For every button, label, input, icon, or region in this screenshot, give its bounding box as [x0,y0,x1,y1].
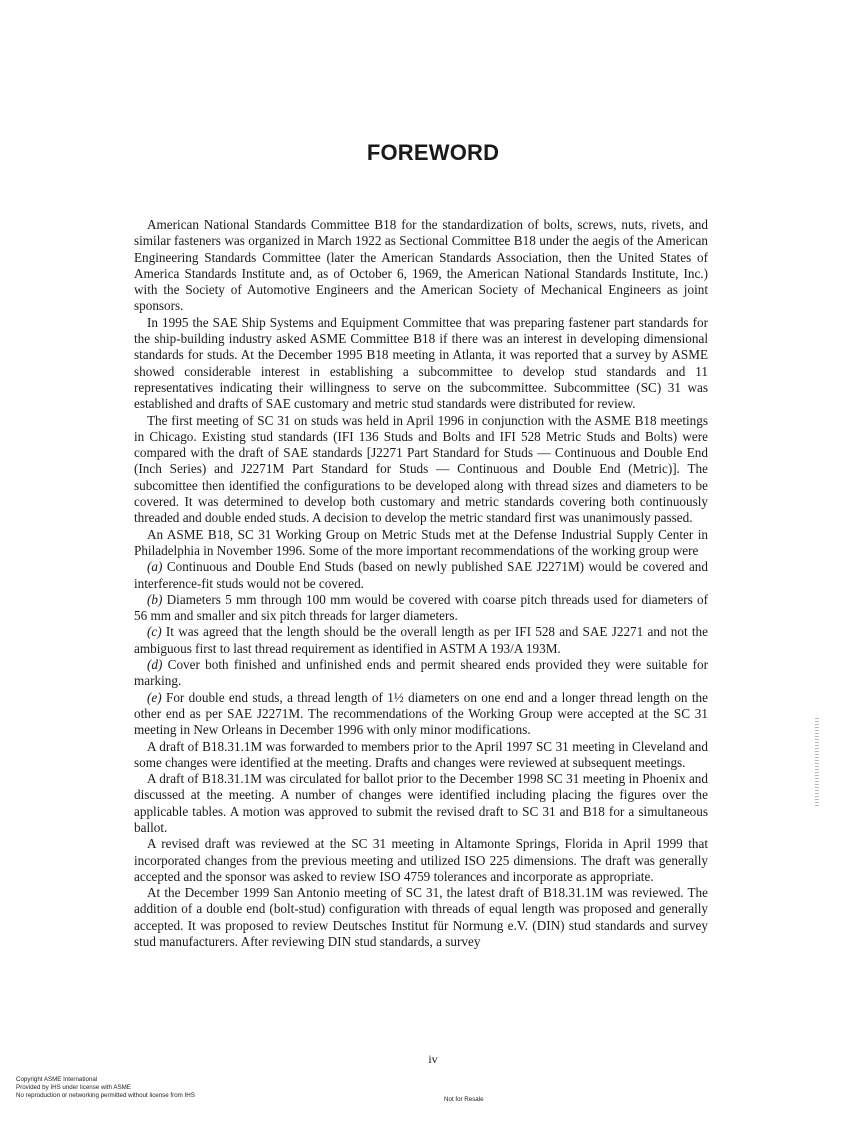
paragraph: A revised draft was reviewed at the SC 31 meeting in Altamonte Springs, Florida in April 1999 that incorporated changes from the previous meeting and utilized ISO 225 dimensions. The draft was generally accepted and the sponsor was asked to review ISO 4759 tolerances and incorporate as appropriate. [134,836,708,884]
paragraph: A draft of B18.31.1M was forwarded to members prior to the April 1997 SC 31 meeting in Cleveland and some changes were identified at the meeting. Drafts and changes were reviewed at subsequent meetings. [134,738,708,770]
margin-mark [815,718,819,808]
paragraph: A draft of B18.31.1M was circulated for ballot prior to the December 1998 SC 31 meeting in Phoenix and discussed at the meeting. A number of changes were identified including placing the figures over the applicable tables. A motion was approved to submit the revised draft to SC 31 and B18 for a simultaneous ballot. [134,771,708,835]
list-marker: (e) [147,689,162,705]
fraction: ½ [393,689,404,705]
paragraph: At the December 1999 San Antonio meeting of SC 31, the latest draft of B18.31.1M was reviewed. The addition of a double end (bolt-stud) configuration with threads of equal length was proposed and generally accepted. It was proposed to review Deutsches Institut für Normung e.V. (DIN) stud standards and survey stud manufacturers. After reviewing DIN stud standards, a survey [134,885,708,950]
list-item-text: Diameters 5 mm through 100 mm would be covered with coarse pitch threads used for diameters of 56 mm and smaller and six pitch threads for larger diameters. [134,591,708,624]
list-item [134,690,708,739]
paragraph: American National Standards Committee B18 for the standardization of bolts, screws, nuts, rivets, and similar fasteners was organized in March 1922 as Sectional Committee B18 under the aegis of the American Engineering Standards Committee (later the American Standards Association, then the United States of America Standards Institute and, as of October 6, 1969, the American National Standards Institute, Inc.) with the Society of Automotive Engineers and the American Society of Mechanical Engineers as joint sponsors. [134,217,708,314]
not-for-resale-notice: Not for Resale [444,1096,484,1103]
page-number: iv [428,1052,438,1066]
license-line: Provided by IHS under license with ASME [16,1083,131,1091]
copyright-footer [16,1076,195,1099]
list-marker: (a) [147,559,163,575]
foreword-body [134,217,708,950]
list-item-text: diameters on one end and a longer thread length on the other end as per SAE J2271M. The recommendations of the Working Group were accepted at the SC 31 meeting in New Orleans in December 1996 with only minor modifications. [134,689,708,738]
list-item [134,559,708,592]
list-item-text: It was agreed that the length should be the overall length as per IFI 528 and SAE J2271 and not the ambiguous first to last thread requirement as identified in ASTM A 193/A 193M. [134,624,708,656]
list-item [134,657,708,690]
list-marker: (c) [147,624,162,640]
list-item-text: Cover both finished and unfinished ends and permit sheared ends provided they were suitable for marking. [134,657,708,689]
paragraph: In 1995 the SAE Ship Systems and Equipment Committee that was preparing fastener part standards for the ship-building industry asked ASME Committee B18 if there was an interest in developing dimensional standards for studs. At the December 1995 B18 meeting in Atlanta, it was reported that a survey by ASME showed considerable interest in establishing a subcommittee to develop stud standards and 11 representatives indicating their willingness to serve on the subcommittee. Subcommittee (SC) 31 was established and drafts of SAE customary and metric stud standards were distributed for review. [134,314,708,412]
copyright-line: Copyright ASME International [16,1076,98,1083]
list-item-text: Continuous and Double End Studs (based on newly published SAE J2271M) would be covered and interference-fit studs would not be covered. [134,559,708,591]
list-marker: (d) [147,657,163,673]
paragraph: The first meeting of SC 31 on studs was held in April 1996 in conjunction with the ASME B18 meetings in Chicago. Existing stud standards (IFI 136 Studs and Bolts and IFI 528 Metric Studs and Bolts) were compared with the draft of SAE standards [J2271 Part Standard for Studs — Continuous and Double End (Inch Series) and J2271M Part Standard for Studs — Continuous and Double End (Metric)]. The subcomittee then identified the configurations to be developed along with thread sizes and diameters to be covered. It was determined to develop both customary and metric standards covering both continuously threaded and double ended studs. A decision to develop the metric standard first was unanimously passed. [134,412,708,526]
paragraph: An ASME B18, SC 31 Working Group on Metric Studs met at the Defense Industrial Supply Center in Philadelphia in November 1996. Some of the more important recommendations of the working group were [134,526,708,558]
page-title: FOREWORD [366,140,500,165]
list-item [134,624,708,657]
list-item [134,592,708,625]
list-item-text: For double end studs, a thread length of 1 [161,689,394,705]
list-marker: (b) [147,591,163,607]
reproduction-line: No reproduction or networking permitted without license from IHS [16,1091,195,1099]
